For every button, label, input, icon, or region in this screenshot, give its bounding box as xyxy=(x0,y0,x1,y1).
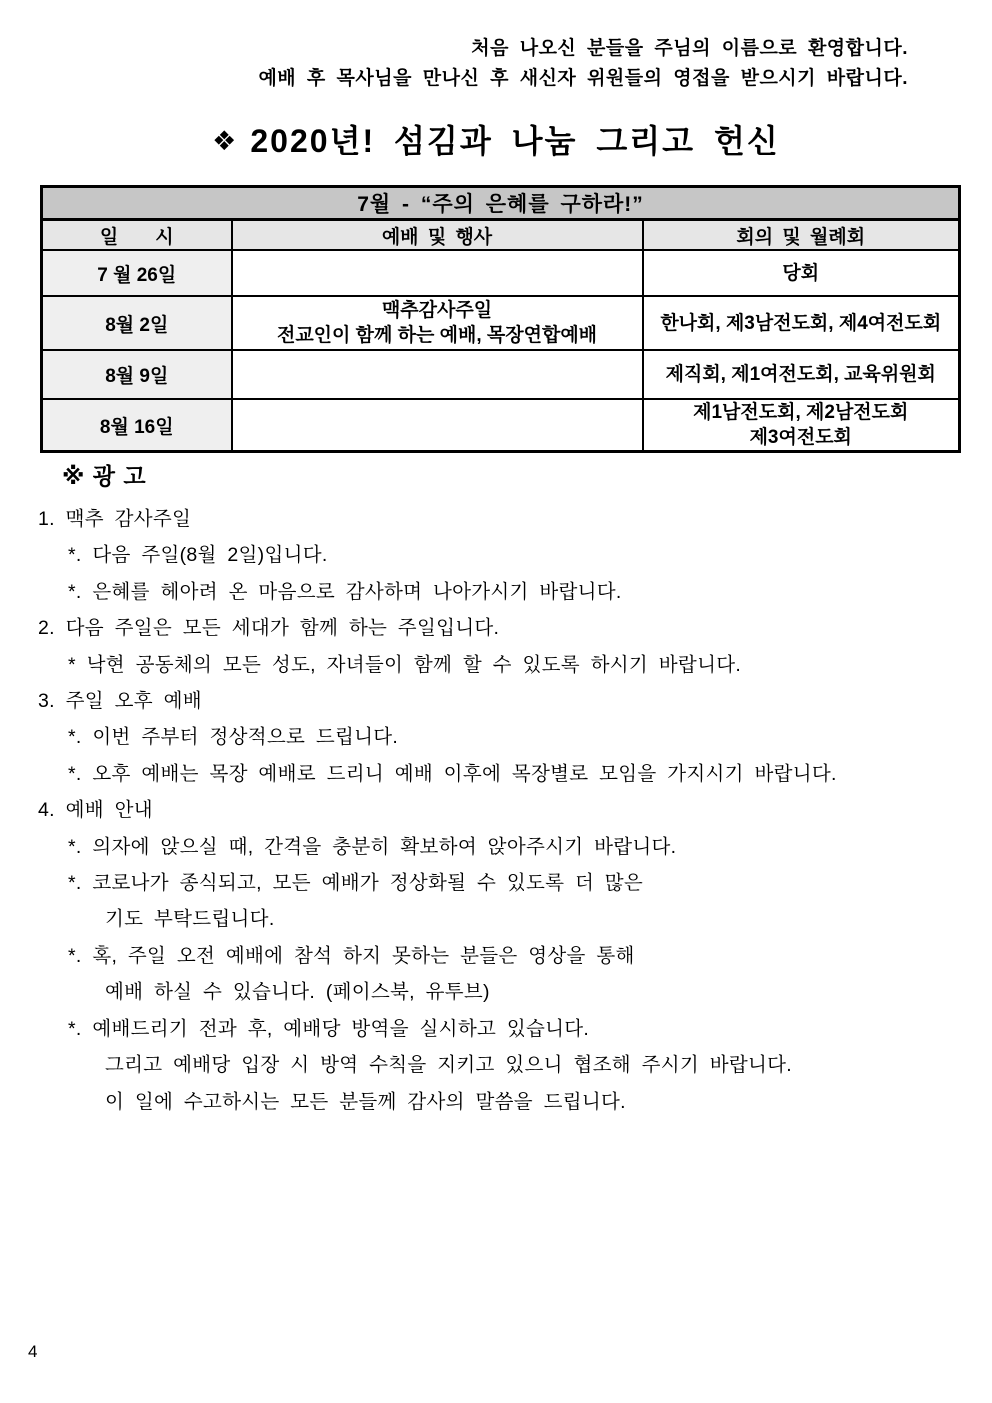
announcement-subitem: *. 이번 주부터 정상적으로 드립니다. xyxy=(68,726,399,749)
welcome-line-1: 처음 나오신 분들을 주님의 이름으로 환영합니다. xyxy=(471,38,908,59)
announcement-item: 1. 맥추 감사주일 xyxy=(38,508,192,530)
table-row xyxy=(42,296,960,350)
schedule-table xyxy=(40,185,961,453)
announcement-subitem: * 낙현 공동체의 모든 성도, 자녀들이 함께 할 수 있도록 하시기 바랍니다. xyxy=(68,653,742,676)
announcement-subitem: *. 혹, 주일 오전 예배에 참석 하지 못하는 분들은 영상을 통해 xyxy=(68,944,635,967)
announcement-subitem: *. 다음 주일(8월 2일)입니다. xyxy=(68,544,328,567)
worship-cell xyxy=(232,399,643,452)
announcement-subitem: *. 오후 예배는 목장 예배로 드리니 예배 이후에 목장별로 모임을 가지시기 바랍니다. xyxy=(68,762,837,785)
announcement-continuation: 기도 부탁드립니다. xyxy=(105,908,275,931)
announcement-subitem: *. 예배드리기 전과 후, 예배당 방역을 실시하고 있습니다. xyxy=(68,1017,590,1040)
worship-cell xyxy=(232,250,643,296)
table-month-title-row xyxy=(42,187,960,220)
worship-cell xyxy=(232,296,643,350)
table-row xyxy=(42,399,960,452)
announcement-subitem: *. 코로나가 종식되고, 모든 예배가 정상화될 수 있도록 더 많은 xyxy=(68,872,644,895)
date-cell: 8월 9일 xyxy=(42,350,232,399)
meetings-cell xyxy=(643,250,960,296)
announcement-continuation: 예배 하실 수 있습니다. (페이스북, 유투브) xyxy=(105,981,490,1004)
announcement-subitem: *. 의자에 앉으실 때, 간격을 충분히 확보하여 앉아주시기 바랍니다. xyxy=(68,835,677,858)
worship-line: 맥추감사주일 xyxy=(381,300,493,321)
announcement-subitem: *. 은혜를 헤아려 온 마음으로 감사하며 나아가시기 바랍니다. xyxy=(68,580,622,603)
meetings-cell xyxy=(643,350,960,399)
table-header-row xyxy=(42,220,960,251)
column-header-meetings: 회의 및 월례회 xyxy=(643,220,960,251)
announcement-item: 2. 다음 주일은 모든 세대가 함께 하는 주일입니다. xyxy=(38,617,500,640)
announcement-item: 4. 예배 안내 xyxy=(38,799,153,822)
table-row xyxy=(42,350,960,399)
meetings-cell xyxy=(643,399,960,452)
column-header-worship: 예배 및 행사 xyxy=(232,220,643,251)
table-row xyxy=(42,250,960,296)
diamond-icon: ❖ xyxy=(212,126,239,156)
worship-line: 전교인이 함께 하는 예배, 목장연합예배 xyxy=(276,325,598,346)
meetings-line: 제1남전도회, 제2남전도회 xyxy=(693,402,909,423)
meetings-line: 한나회, 제3남전도회, 제4여전도회 xyxy=(660,312,942,334)
page-title xyxy=(0,116,992,162)
table-month-title: 7월 - “주의 은혜를 구하라!” xyxy=(42,187,960,220)
announcement-item: 3. 주일 오후 예배 xyxy=(38,690,202,713)
welcome-notice xyxy=(258,34,908,94)
date-cell: 7 월 26일 xyxy=(42,250,232,296)
announcement-continuation: 이 일에 수고하시는 모든 분들께 감사의 말씀을 드립니다. xyxy=(105,1090,626,1113)
announcement-continuation: 그리고 예배당 입장 시 방역 수칙을 지키고 있으니 협조해 주시기 바랍니다. xyxy=(105,1054,793,1077)
date-cell: 8월 2일 xyxy=(42,296,232,350)
meetings-line: 제직회, 제1여전도회, 교육위원회 xyxy=(665,364,936,385)
meetings-line: 제3여전도회 xyxy=(749,427,852,448)
column-header-date: 일 시 xyxy=(42,220,232,251)
welcome-line-2: 예배 후 목사님을 만나신 후 새신자 위원들의 영접을 받으시기 바랍니다. xyxy=(258,68,908,89)
date-cell: 8월 16일 xyxy=(42,399,232,452)
page-title-text: 2020년! 섬김과 나눔 그리고 헌신 xyxy=(250,123,780,159)
page-number: 4 xyxy=(28,1342,38,1361)
meetings-cell xyxy=(643,296,960,350)
announcements-section xyxy=(38,458,958,1120)
announcements-heading: ※ 광 고 xyxy=(62,463,147,489)
worship-cell xyxy=(232,350,643,399)
meetings-line: 당회 xyxy=(782,262,820,284)
